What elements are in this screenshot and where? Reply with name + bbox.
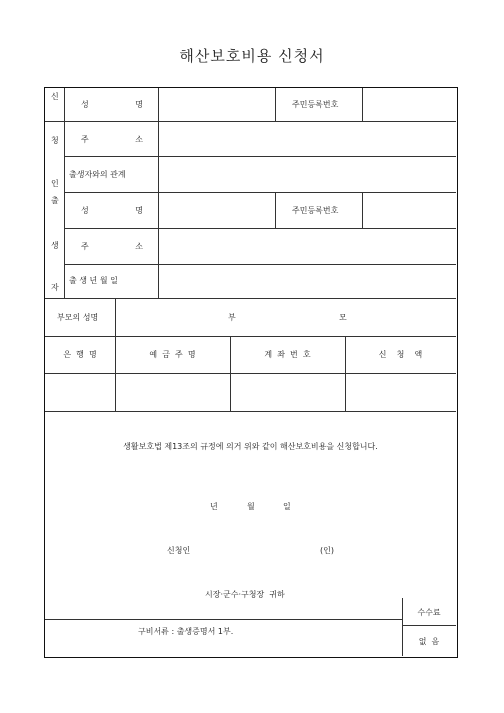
father-label: 부 <box>228 313 236 322</box>
account-holder-label: 예 금 주 명 <box>149 350 196 359</box>
seal-mark: (인) <box>320 546 334 555</box>
applicant-section-char: 신 <box>51 92 59 101</box>
applicant-id-label: 주민등록번호 <box>292 100 339 109</box>
applicant-section-char: 청 <box>51 136 59 145</box>
declaration-statement: 생활보호법 제13조의 규정에 의거 위와 같이 해산보호비용을 신청합니다. <box>123 442 378 451</box>
form-title: 해산보호비용 신청서 <box>179 47 325 65</box>
account-number-label: 계 좌 번 호 <box>264 350 311 359</box>
newborn-section-char: 출 <box>51 196 59 205</box>
newborn-section-char: 자 <box>51 283 59 292</box>
bank-name-label: 은 행 명 <box>63 350 97 359</box>
date-month-label: 월 <box>247 502 255 511</box>
request-amount-label: 신 청 액 <box>378 350 423 359</box>
newborn-address-label: 주 소 <box>81 242 143 251</box>
applicant-section-char: 인 <box>51 179 59 188</box>
newborn-name-label: 성 명 <box>81 206 143 215</box>
application-form <box>44 87 458 658</box>
date-day-label: 일 <box>283 502 291 511</box>
newborn-birthdate-label: 출 생 년 월 일 <box>69 276 118 285</box>
fee-value: 없 음 <box>418 637 440 646</box>
mother-label: 모 <box>339 313 347 322</box>
applicant-address-label: 주 소 <box>81 135 143 144</box>
newborn-section-char: 생 <box>51 241 59 250</box>
date-year-label: 년 <box>210 502 218 511</box>
newborn-id-label: 주민등록번호 <box>292 206 339 215</box>
required-documents: 구비서류 : 출생증명서 1부. <box>138 627 234 636</box>
parents-label: 부모의 성명 <box>57 313 99 322</box>
applicant-relation-label: 출생자와의 관계 <box>69 170 126 179</box>
fee-label: 수수료 <box>417 608 441 617</box>
applicant-name-label: 성 명 <box>81 100 143 109</box>
applicant-sign-label: 신청인 <box>167 546 191 555</box>
addressee: 시장·군수·구청장 귀하 <box>205 590 285 599</box>
